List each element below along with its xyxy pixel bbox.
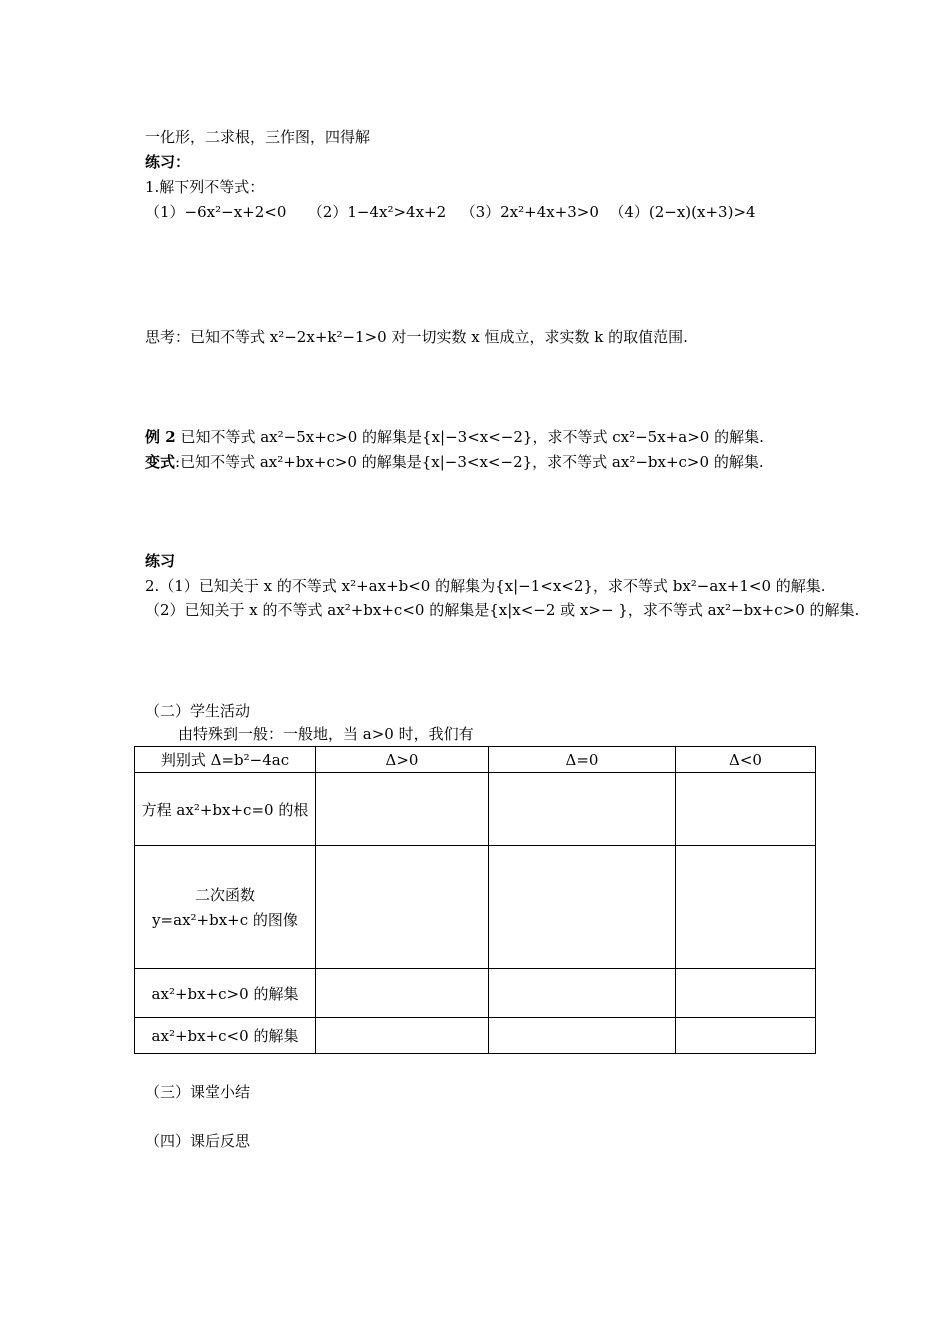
q1-title: 1.解下列不等式： (145, 178, 265, 196)
row-label-negative-set: ax²+bx+c<0 的解集 (135, 1018, 316, 1054)
table-cell (489, 969, 676, 1018)
table-row (135, 1018, 816, 1054)
table-cell (489, 773, 676, 846)
q1-problems (145, 202, 756, 222)
discriminant-table (134, 746, 816, 1054)
q1-item-1: （1）−6x²−x+2<0 (145, 203, 287, 221)
row-label-graph (135, 846, 316, 969)
header-delta-positive: Δ>0 (316, 747, 489, 773)
header-discriminant: 判别式 Δ=b²−4ac (135, 747, 316, 773)
practice2-title: 练习 (145, 552, 176, 570)
header-delta-negative: Δ<0 (676, 747, 816, 773)
reflection-title: （四）课后反思 (145, 1132, 251, 1150)
table-cell (676, 773, 816, 846)
table-cell (316, 969, 489, 1018)
row-label-graph-line2: y=ax²+bx+c 的图像 (152, 911, 298, 929)
table-row (135, 846, 816, 969)
table-header-row (135, 747, 816, 773)
variant (145, 452, 764, 472)
row-label-graph-line1: 二次函数 (194, 886, 255, 904)
q2-part-2: （2）已知关于 x 的不等式 ax²+bx+c<0 的解集是{x|x<−2 或 x>− }，求不等式 ax²−bx+c>0 的解集. (145, 601, 860, 619)
row-label-roots: 方程 ax²+bx+c=0 的根 (135, 773, 316, 846)
row-label-positive-set: ax²+bx+c>0 的解集 (135, 969, 316, 1018)
q2-part-1: 2.（1）已知关于 x 的不等式 x²+ax+b<0 的解集为{x|−1<x<2}，求不等式 bx²−ax+1<0 的解集. (145, 577, 826, 595)
steps-line: 一化形，二求根，三作图，四得解 (145, 128, 371, 146)
example-2 (145, 427, 764, 447)
practice-title: 练习： (145, 153, 191, 171)
table-cell (316, 773, 489, 846)
q1-item-2: （2）1−4x²>4x+2 (307, 203, 447, 221)
table-cell (489, 846, 676, 969)
variant-label: 变式 (145, 453, 176, 471)
example-2-label: 例 2 (145, 428, 176, 446)
table-cell (316, 846, 489, 969)
table-row (135, 773, 816, 846)
table-cell (676, 846, 816, 969)
header-delta-zero: Δ=0 (489, 747, 676, 773)
example-2-text: 已知不等式 ax²−5x+c>0 的解集是{x|−3<x<−2}，求不等式 cx²−5x+a>0 的解集. (175, 428, 764, 446)
q1-item-3: （3）2x²+4x+3>0 (460, 203, 599, 221)
table-cell (489, 1018, 676, 1054)
q1-item-4: （4）(2−x)(x+3)>4 (609, 203, 756, 221)
table-cell (676, 1018, 816, 1054)
table-cell (676, 969, 816, 1018)
variant-text: :已知不等式 ax²+bx+c>0 的解集是{x|−3<x<−2}，求不等式 ax²−bx+c>0 的解集. (175, 453, 764, 471)
summary-title: （三）课堂小结 (145, 1083, 251, 1101)
table-cell (316, 1018, 489, 1054)
activity-title: （二）学生活动 (145, 702, 251, 720)
activity-intro: 由特殊到一般：一般地，当 a>0 时，我们有 (178, 725, 474, 743)
table-row (135, 969, 816, 1018)
think-question: 思考：已知不等式 x²−2x+k²−1>0 对一切实数 x 恒成立，求实数 k 的取值范围. (145, 328, 688, 346)
